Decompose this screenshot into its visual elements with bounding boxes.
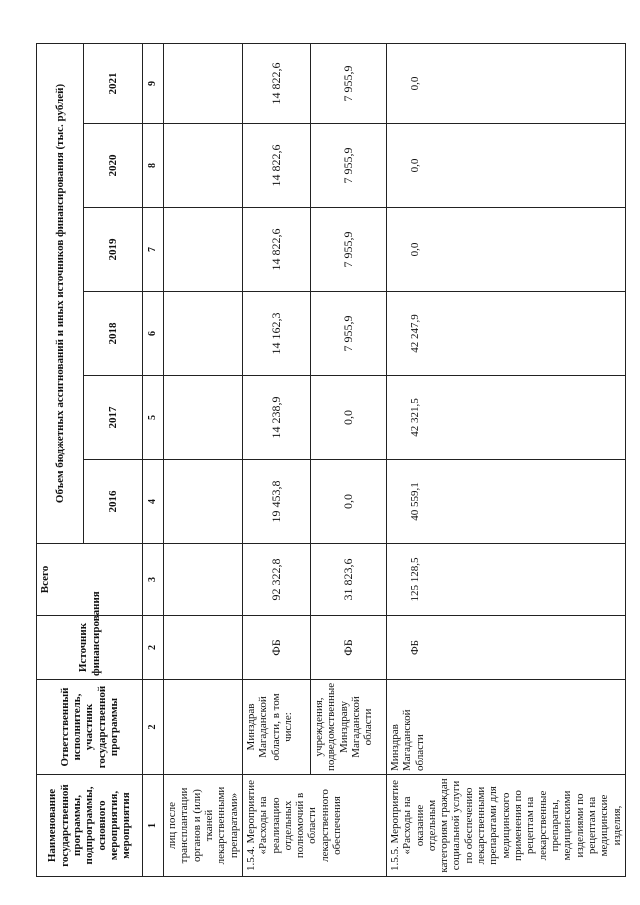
row-value: 7 955,9 xyxy=(310,43,386,123)
table-row xyxy=(386,43,625,876)
column-number: 6 xyxy=(143,292,164,376)
row-value: 0,0 xyxy=(386,43,625,123)
row-source: ФБ xyxy=(386,616,625,680)
row-total: 125 128,5 xyxy=(386,544,625,616)
column-number: 9 xyxy=(143,43,164,123)
row-value: 7 955,9 xyxy=(310,208,386,292)
table-row xyxy=(164,43,243,876)
header-year: 2016 xyxy=(84,460,143,544)
row-value: 7 955,9 xyxy=(310,292,386,376)
row-executor xyxy=(164,680,243,775)
header-year: 2021 xyxy=(84,43,143,123)
header-name: Наименование государственной программы, подпрограммы, основного мероприятия, мероприятия xyxy=(37,775,143,877)
row-total: 92 322,8 xyxy=(242,544,310,616)
row-value: 42 247,9 xyxy=(386,292,625,376)
row-total: 31 823,6 xyxy=(310,544,386,616)
column-number: 1 xyxy=(143,775,164,877)
row-value: 19 453,8 xyxy=(242,460,310,544)
header-executor: Ответственный исполнитель, участник государственной программы xyxy=(37,680,143,775)
row-value: 7 955,9 xyxy=(310,124,386,208)
header-total: Всего xyxy=(37,544,143,616)
row-value xyxy=(164,124,243,208)
row-value: 42 321,5 xyxy=(386,376,625,460)
rotated-table-sheet xyxy=(36,44,623,877)
column-number: 4 xyxy=(143,460,164,544)
table-row xyxy=(310,43,386,876)
row-value: 40 559,1 xyxy=(386,460,625,544)
header-year: 2018 xyxy=(84,292,143,376)
row-value: 0,0 xyxy=(310,460,386,544)
column-number: 2 xyxy=(143,616,164,680)
column-number: 3 xyxy=(143,544,164,616)
financing-table xyxy=(36,43,626,877)
row-value: 0,0 xyxy=(310,376,386,460)
row-value xyxy=(164,292,243,376)
row-source: ФБ xyxy=(242,616,310,680)
row-executor: Минздрав Магаданской области, в том числе: xyxy=(242,680,310,775)
row-value: 0,0 xyxy=(386,124,625,208)
column-number: 2 xyxy=(143,680,164,775)
row-source: ФБ xyxy=(310,616,386,680)
row-value xyxy=(164,43,243,123)
row-value xyxy=(164,376,243,460)
column-number: 8 xyxy=(143,124,164,208)
row-value xyxy=(164,208,243,292)
row-value: 14 822,6 xyxy=(242,208,310,292)
row-source xyxy=(164,616,243,680)
header-source: Источник финансирования xyxy=(37,616,143,680)
header-financing-group: Объем бюджетных ассигнований и иных источников финансирования (тыс. рублей) xyxy=(37,43,84,543)
row-value: 0,0 xyxy=(386,208,625,292)
row-value: 14 238,9 xyxy=(242,376,310,460)
column-number-row xyxy=(143,43,164,876)
column-number: 5 xyxy=(143,376,164,460)
row-value xyxy=(164,460,243,544)
header-year: 2019 xyxy=(84,208,143,292)
header-year: 2020 xyxy=(84,124,143,208)
row-executor: Минздрав Магаданской области xyxy=(386,680,625,775)
row-executor: учреждения, подведомственные Минздраву Магаданской области xyxy=(310,680,386,775)
row-name: 1.5.4. Мероприятие «Расходы на реализацию отдельных полномочий в области лекарственного обеспечения xyxy=(242,775,386,877)
header-row xyxy=(37,43,84,876)
row-value: 14 822,6 xyxy=(242,124,310,208)
header-year: 2017 xyxy=(84,376,143,460)
row-total xyxy=(164,544,243,616)
row-name: лиц после трансплантации органов и (или) тканей лекарственными препаратами» xyxy=(164,775,243,877)
column-number: 7 xyxy=(143,208,164,292)
row-value: 14 162,3 xyxy=(242,292,310,376)
table-row xyxy=(242,43,310,876)
row-name: 1.5.5. Мероприятие «Расходы на оказание отдельным категориям граждан социальной услуги по обеспечению лекарственными препаратами для медицинского применения по рецептам на лекарственные препараты, медицинскими изделиями по рецептам на медицинские изделия, xyxy=(386,775,625,877)
row-value: 14 822,6 xyxy=(242,43,310,123)
